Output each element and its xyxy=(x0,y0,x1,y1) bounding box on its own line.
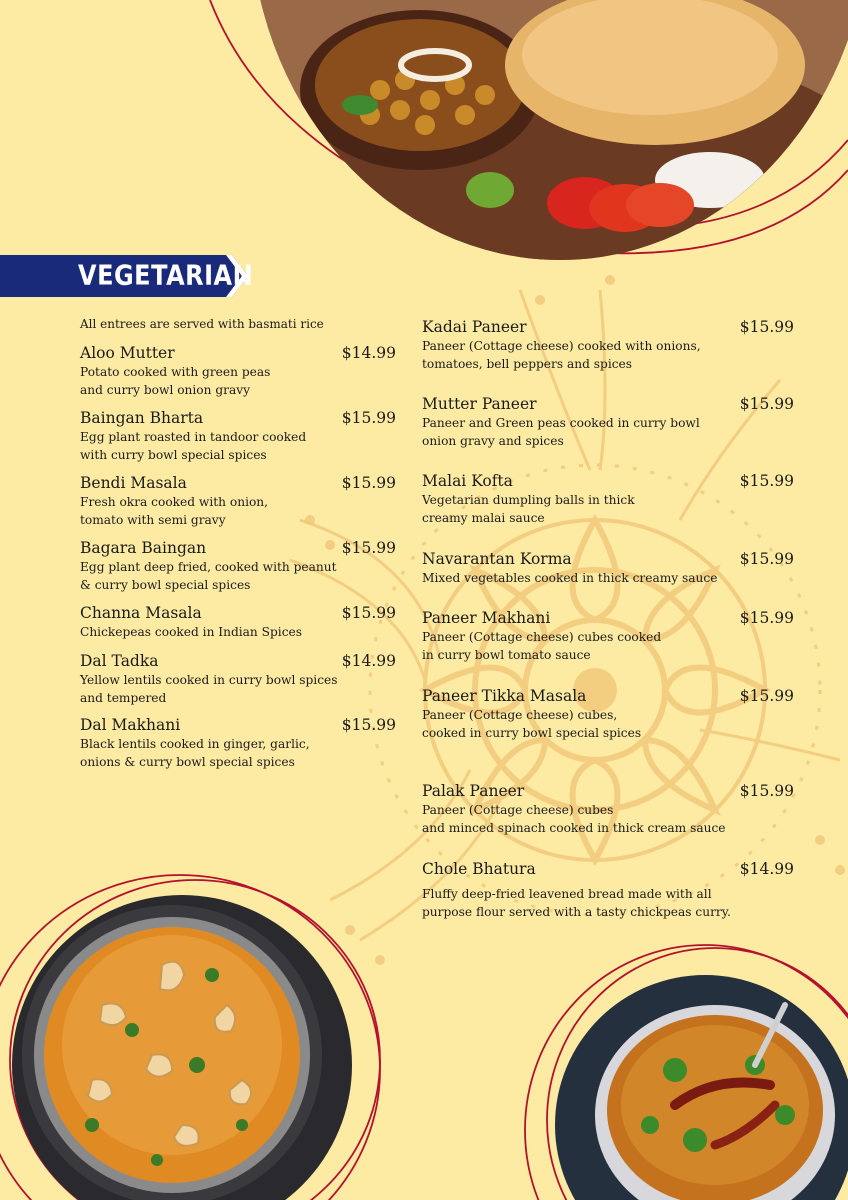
menu-item xyxy=(422,471,794,527)
menu-item xyxy=(80,343,396,399)
section-title: VEGETARIAN xyxy=(78,259,254,292)
item-description: Fluffy deep-fried leavened bread made with all purpose flour served with a tasty chickpeas curry. xyxy=(422,887,731,919)
menu-item xyxy=(80,473,396,529)
menu-item xyxy=(80,603,396,641)
item-price: $15.99 xyxy=(739,472,794,490)
item-price: $15.99 xyxy=(739,395,794,413)
item-description: Egg plant deep fried, cooked with peanut & curry bowl special spices xyxy=(80,560,337,592)
item-price: $15.99 xyxy=(341,539,396,557)
item-price: $15.99 xyxy=(739,782,794,800)
item-description: Paneer (Cottage cheese) cubes, cooked in curry bowl special spices xyxy=(422,708,642,740)
item-name: Channa Masala xyxy=(80,604,202,622)
item-description: Yellow lentils cooked in curry bowl spices and tempered xyxy=(80,673,338,705)
item-name: Mutter Paneer xyxy=(422,395,537,413)
item-name: Navarantan Korma xyxy=(422,550,572,568)
item-description: Vegetarian dumpling balls in thick creamy malai sauce xyxy=(422,493,635,525)
item-description: Paneer (Cottage cheese) cooked with onions, tomatoes, bell peppers and spices xyxy=(422,339,701,371)
menu-item xyxy=(422,781,794,837)
item-description: Mixed vegetables cooked in thick creamy sauce xyxy=(422,571,718,585)
item-price: $15.99 xyxy=(739,609,794,627)
section-banner xyxy=(0,255,254,297)
item-description: Potato cooked with green peas and curry bowl onion gravy xyxy=(80,365,271,397)
item-price: $15.99 xyxy=(739,318,794,336)
rice-note: All entrees are served with basmati rice xyxy=(80,317,324,331)
item-price: $15.99 xyxy=(341,716,396,734)
item-description: Black lentils cooked in ginger, garlic, onions & curry bowl special spices xyxy=(80,737,310,769)
item-name: Kadai Paneer xyxy=(422,318,527,336)
menu-item xyxy=(422,686,794,742)
menu-item xyxy=(80,651,396,707)
item-description: Chickepeas cooked in Indian Spices xyxy=(80,625,302,639)
item-price: $15.99 xyxy=(341,409,396,427)
item-description: Egg plant roasted in tandoor cooked with curry bowl special spices xyxy=(80,430,307,462)
menu-item xyxy=(422,549,794,587)
item-name: Paneer Makhani xyxy=(422,609,551,627)
item-price: $14.99 xyxy=(341,652,396,670)
item-name: Bagara Baingan xyxy=(80,539,207,557)
item-price: $15.99 xyxy=(341,604,396,622)
item-price: $15.99 xyxy=(739,550,794,568)
item-name: Dal Tadka xyxy=(80,652,159,670)
item-name: Dal Makhani xyxy=(80,716,181,734)
menu-item xyxy=(422,859,794,921)
item-name: Chole Bhatura xyxy=(422,860,536,878)
menu-item xyxy=(80,408,396,464)
item-price: $14.99 xyxy=(341,344,396,362)
item-name: Malai Kofta xyxy=(422,472,513,490)
item-price: $14.99 xyxy=(739,860,794,878)
item-description: Fresh okra cooked with onion, tomato with semi gravy xyxy=(80,495,269,527)
menu-item xyxy=(80,715,396,771)
item-description: Paneer (Cottage cheese) cubes and minced spinach cooked in thick cream sauce xyxy=(422,803,726,835)
menu-item xyxy=(422,394,794,450)
item-name: Baingan Bharta xyxy=(80,409,204,427)
item-price: $15.99 xyxy=(341,474,396,492)
menu-item xyxy=(422,608,794,664)
menu-item xyxy=(80,538,396,594)
item-name: Paneer Tikka Masala xyxy=(422,687,587,705)
item-name: Bendi Masala xyxy=(80,474,187,492)
item-name: Aloo Mutter xyxy=(80,344,175,362)
item-price: $15.99 xyxy=(739,687,794,705)
item-description: Paneer (Cottage cheese) cubes cooked in curry bowl tomato sauce xyxy=(422,630,662,662)
item-description: Paneer and Green peas cooked in curry bowl onion gravy and spices xyxy=(422,416,700,448)
menu-item xyxy=(422,317,794,373)
item-name: Palak Paneer xyxy=(422,782,525,800)
